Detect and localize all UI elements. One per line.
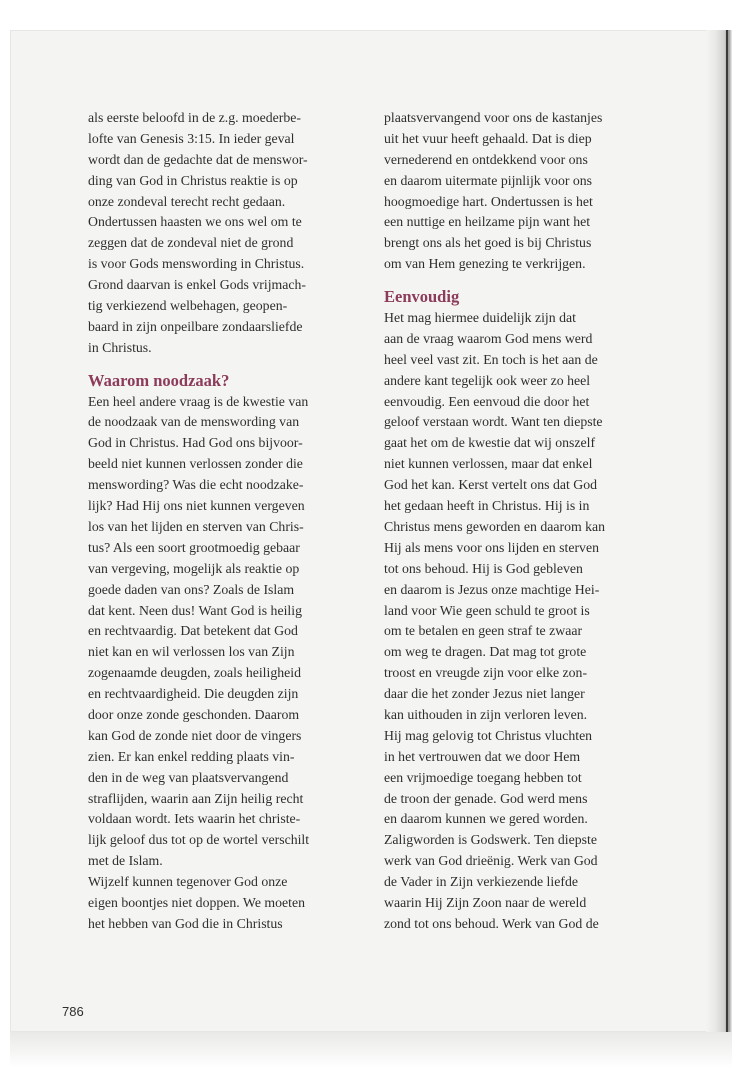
text-line: lijk? Had Hij ons niet kunnen vergeven [88,498,305,514]
section-heading-eenvoudig: Eenvoudig [384,287,460,307]
text-line: Het mag hiermee duidelijk zijn dat [384,310,576,326]
section-gap [384,275,664,287]
text-line: den in de weg van plaatsvervangend [88,769,289,785]
text-line: straflijden, waarin aan Zijn heilig recht [88,790,304,806]
spine-line [726,30,728,1032]
text-line: beeld niet kunnen verlossen zonder die [88,456,303,472]
text-line: aan de vraag waarom God mens werd [384,330,593,346]
text-line: menswording? Was die echt noodzake- [88,477,304,493]
text-line: Wijzelf kunnen tegenover God onze [88,874,288,890]
text-line: om weg te dragen. Dat mag tot grote [384,644,587,660]
text-line: hoogmoedige hart. Ondertussen is het [384,193,593,209]
text-line: plaatsvervangend voor ons de kastanjes [384,110,603,125]
page-spine-edge [706,30,732,1032]
text-line: uit het vuur heeft gehaald. Dat is diep [384,130,592,146]
section-heading-waarom-noodzaak: Waarom noodzaak? [88,370,230,390]
right-paragraph-2 [384,308,664,935]
text-line: kan uithouden in zijn verloren leven. [384,706,588,722]
text-line: Grond daarvan is enkel Gods vrijmach- [88,277,307,293]
text-line: zeggen dat de zondeval niet de grond [88,235,294,251]
left-paragraph-1 [88,108,360,359]
text-line: brengt ons als het goed is bij Christus [384,235,592,251]
text-line: niet kunnen verlossen, maar dat enkel [384,456,593,472]
text-line: Zaligworden is Godswerk. Ten diepste [384,832,597,848]
text-line: en rechtvaardigheid. Die deugden zijn [88,686,299,702]
text-line: dat kent. Neen dus! Want God is heilig [88,602,302,618]
text-line: heel veel vast zit. En toch is het aan de [384,351,598,367]
text-line: andere kant tegelijk ook weer zo heel [384,372,591,388]
text-line: Hij mag gelovig tot Christus vluchten [384,727,593,743]
text-line: Christus mens geworden en daarom kan [384,518,606,534]
text-line: een nuttige en heilzame pijn want het [384,214,591,230]
text-line: zogenaamde deugden, zoals heiligheid [88,665,302,681]
text-line: tot ons behoud. Hij is God gebleven [384,560,583,576]
text-line: lofte van Genesis 3:15. In ieder geval [88,130,295,146]
text-line: onze zondeval terecht recht gedaan. [88,193,286,209]
text-line: gaat het om de kwestie dat wij onszelf [384,435,596,451]
text-line: vernederend en ontdekkend voor ons [384,151,588,167]
right-paragraph-1 [384,108,664,275]
text-line: waarin Hij Zijn Zoon naar de wereld [384,894,587,910]
text-line: is voor Gods menswording in Christus. [88,256,305,272]
page-bottom-shadow [10,1032,732,1068]
text-line: zien. Er kan enkel redding plaats vin- [88,748,295,764]
text-line: los van het lijden en sterven van Chris- [88,518,304,534]
text-line: de Vader in Zijn verkiezende liefde [384,874,578,890]
text-line: als eerste beloofd in de z.g. moederbe- [88,110,301,125]
text-line: geloof verstaan wordt. Want ten diepste [384,414,603,430]
text-line: eigen boontjes niet doppen. We moeten [88,894,306,910]
text-line: in Christus. [88,339,152,355]
left-paragraph-2 [88,392,360,935]
text-line: en daarom kunnen we gered worden. [384,811,588,827]
section-gap [88,359,360,371]
text-line: door onze zonde geschonden. Daarom [88,706,300,722]
text-line: voldaan wordt. Iets waarin het christe- [88,811,301,827]
text-line: de noodzaak van de menswording van [88,414,300,430]
text-line: in het vertrouwen dat we door Hem [384,748,581,764]
text-line: en daarom uitermate pijnlijk voor ons [384,172,593,188]
text-line: het gedaan heeft in Christus. Hij is in [384,498,590,514]
text-line: tus? Als een soort grootmoedig gebaar [88,539,300,555]
right-column [384,108,664,935]
text-line: God het kan. Kerst vertelt ons dat God [384,477,598,493]
text-line: en rechtvaardig. Dat betekent dat God [88,623,298,639]
text-line: zond tot ons behoud. Werk van God de [384,915,599,931]
text-line: ding van God in Christus reaktie is op [88,172,298,188]
text-line: tig verkiezend welbehagen, geopen- [88,298,288,314]
text-line: daar die het zonder Jezus niet langer [384,686,585,702]
left-column [88,108,360,935]
text-line: Een heel andere vraag is de kwestie van [88,393,309,409]
scan-background-top [0,0,738,30]
text-line: niet kan en wil verlossen los van Zijn [88,644,295,660]
page-number: 786 [62,1004,84,1019]
text-line: Hij als mens voor ons lijden en sterven [384,539,599,555]
text-line: een vrijmoedige toegang hebben tot [384,769,582,785]
text-line: en daarom is Jezus onze machtige Hei- [384,581,600,597]
text-line: goede daden van ons? Zoals de Islam [88,581,295,597]
text-line: land voor Wie geen schuld te groot is [384,602,590,618]
text-line: baard in zijn onpeilbare zondaarsliefde [88,318,303,334]
text-line: eenvoudig. Een eenvoud die door het [384,393,590,409]
text-line: lijk geloof dus tot op de wortel verschilt [88,832,310,848]
text-line: de troon der genade. God werd mens [384,790,588,806]
text-line: om te betalen en geen straf te zwaar [384,623,583,639]
text-line: kan God de zonde niet door de vingers [88,727,302,743]
text-line: het hebben van God die in Christus [88,915,283,931]
text-line: God in Christus. Had God ons bijvoor- [88,435,303,451]
text-line: van vergeving, mogelijk als reaktie op [88,560,300,576]
text-line: om van Hem genezing te verkrijgen. [384,256,586,272]
text-line: werk van God drieënig. Werk van God [384,853,598,869]
text-line: wordt dan de gedachte dat de menswor- [88,151,308,167]
text-line: met de Islam. [88,853,163,869]
text-line: troost en vreugde zijn voor elke zon- [384,665,588,681]
text-line: Ondertussen haasten we ons wel om te [88,214,302,230]
